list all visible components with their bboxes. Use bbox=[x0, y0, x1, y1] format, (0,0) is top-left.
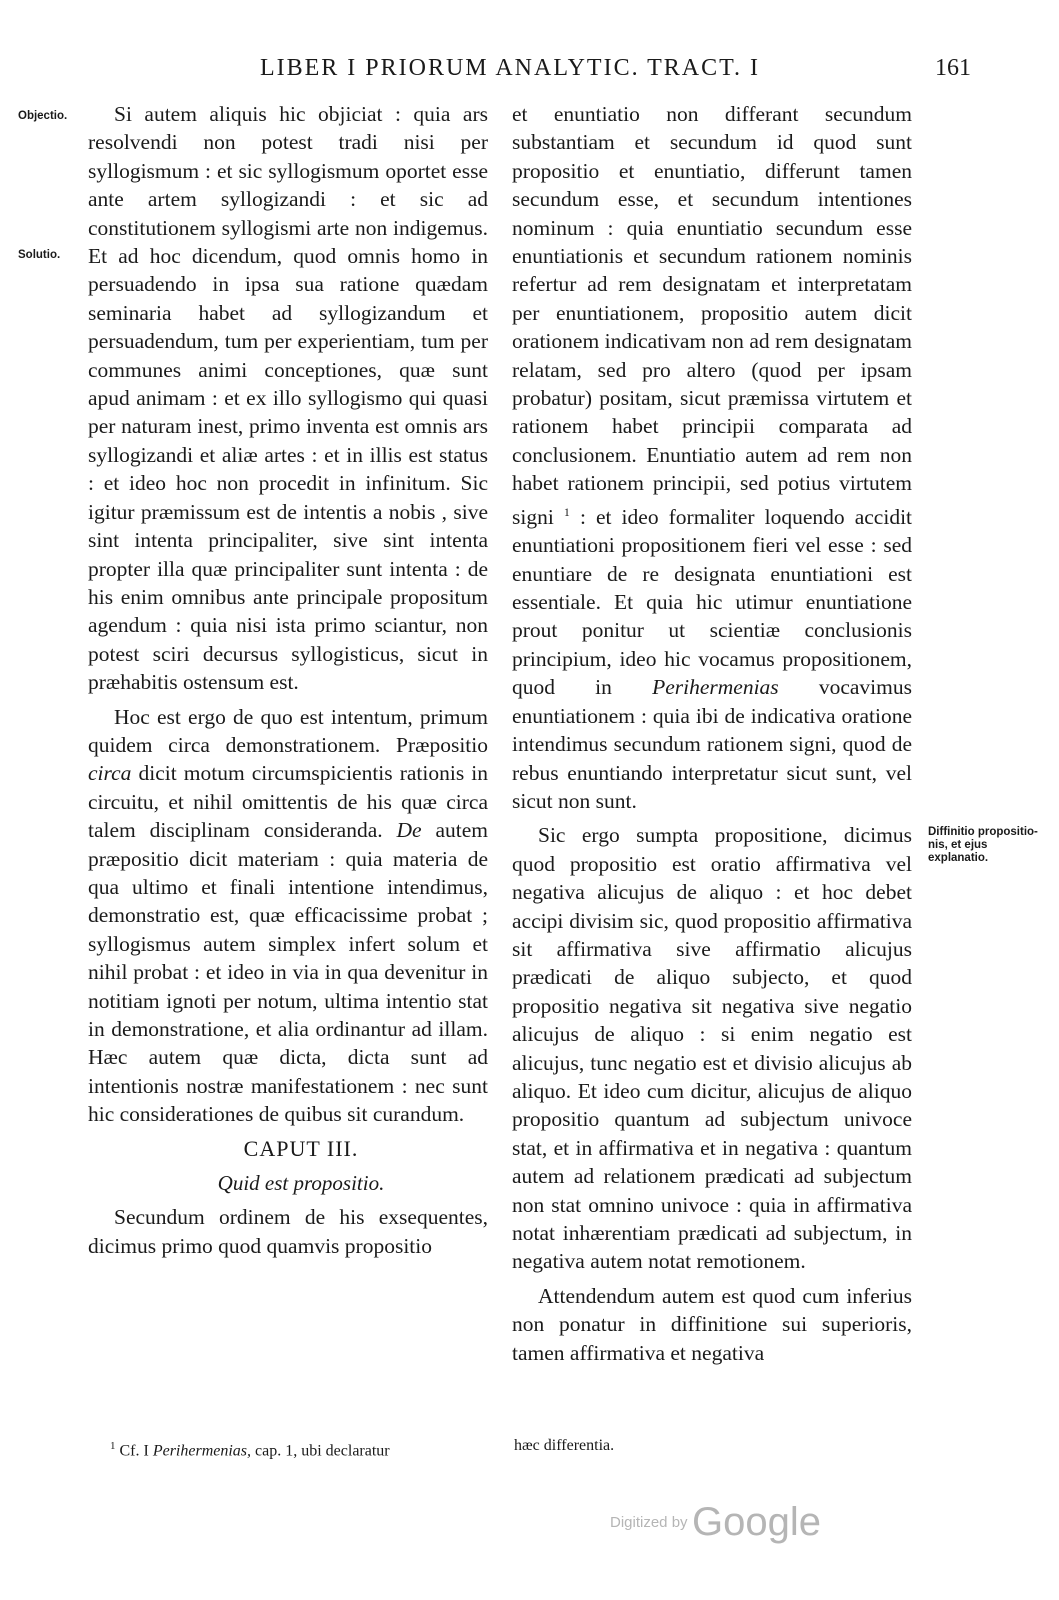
running-header: LIBER I PRIORUM ANALYTIC. TRACT. I bbox=[259, 55, 761, 81]
paragraph: Hoc est ergo de quo est intentum, primum quidem circa demonstrationem. Præpositio circa dicit motum circumspicientis rationis in circuitu, et nihil omittentis de his quæ circa talem disciplinam consideranda. De autem præpositio dicit materiam : quia materia de qua ultimo et finali intentione intendimus, demonstratio est, quæ efficacissime probat ; syllogismus autem simplex infert solum et nihil probat : et ideo in via in qua devenitur in notitiam ignoti per notum, ultima intentio stat in demonstratione, et alia ordinantur ad illam. Hæc autem quæ dicta, dicta sunt ad intentionis nostræ manifestationem : nec sunt hic considerationes de quibus sit curandum. bbox=[88, 704, 488, 1127]
footnote-marker: 1 bbox=[110, 1440, 116, 1452]
right-column bbox=[512, 100, 912, 1367]
margin-note-objectio: Objectio. bbox=[18, 110, 68, 122]
paragraph: Si autem aliquis hic objiciat : quia ars resolvendi non potest tradi nisi per syllogismum : et sic syllogismum oportet esse ante artem syllogizandi : et sic ad constitutionem syllogismi arte non indigemus. Et ad hoc dicendum, quod omnis homo in persuadendo in ipsa sua ratione quædam seminaria habet ad syllogizandum et persuadendum, tum per experientiam, tum per communes animi conceptiones, quæ sunt apud animam : et ex illo syllogismo qui quasi per naturam inest, primo inventa est omnis ars syllogizandi et aliæ artes : et in illis est status : et ideo hoc non procedit in infinitum. Sic igitur præmissum est de intentis a nobis , sive sint intenta principaliter, sive sint intenta propter illa quæ principaliter sunt intenta : de his enim omnibus ante principale propositum agendum : quia nisi ista primo sciantur, non potest sciri decursus syllogisticus, sicut in præhabitis ostensum est. bbox=[88, 102, 488, 695]
italic-word: circa bbox=[88, 761, 132, 786]
italic-word: Perihermenias, bbox=[152, 1442, 252, 1460]
page-number: 161 bbox=[935, 55, 971, 81]
footnote-right: hæc differentia. bbox=[514, 1437, 615, 1454]
chapter-heading: CAPUT III. bbox=[243, 1135, 359, 1161]
footnote-reference: 1 bbox=[563, 504, 570, 519]
paragraph: Secundum ordinem de his exsequentes, dicimus primo quod quamvis propositio bbox=[88, 1205, 488, 1258]
footnote-left: $^1$ Cf. I Perihermenias, cap. 1, ubi declaratur bbox=[110, 1440, 390, 1460]
chapter-subtitle: Quid est propositio. bbox=[217, 1171, 385, 1196]
paragraph: Attendendum autem est quod cum inferius non ponatur in diffinitione sui superioris, tamen affirmativa et negativa bbox=[512, 1283, 912, 1365]
italic-word: De bbox=[396, 818, 422, 843]
italic-word: Perihermenias bbox=[652, 675, 779, 700]
paragraph: Sic ergo sumpta propositione, dicimus quod propositio est oratio affirmativa vel negativa alicujus de aliquo : et hoc debet accipi divisim sic, quod propositio affirmativa sit affirmativa sive affirmatio alicujus prædicati de aliquo subjecto, et quod propositio negativa sit negativa sive negatio alicujus de aliquo : si enim negatio est alicujus, tunc negatio est et divisio alicujus ab aliquo. Et ideo cum dicitur, alicujus de aliquo propositio quantum ad subjectum univoce stat, et in affirmativa et in negativa : quantum autem ad relationem prædicati ad subjectum non stat omnino univoce : quia in affirmativa notat inhærentiam prædicati ad subjectum, in negativa autem notat remotionem. bbox=[512, 823, 912, 1274]
watermark-text: Digitized by bbox=[610, 1514, 688, 1531]
margin-note-solutio: Solutio. bbox=[18, 249, 61, 261]
margin-note-diffinitio: Diffinitio propositio- nis, et ejus explanatio. bbox=[928, 826, 1038, 864]
google-logo: Google bbox=[692, 1500, 821, 1544]
left-column bbox=[88, 100, 488, 1260]
digitized-watermark bbox=[610, 1500, 821, 1545]
paragraph: et enuntiatio non differant secundum substantiam et secundum id quod sunt propositio et enuntiatio, differunt tamen secundum esse, et secundum intentiones nominum : quia enuntiatio secundum esse enuntiationis et secundum rationem nominis refertur ad rem designatam et interpretatam per enuntiationem, propositio autem dicit orationem indicativam non ad rem designatam relatam, sed pro altero (quod per ipsam probatur) positam, sicut præmissa virtutem et rationem habet principii comparata ad conclusionem. Enuntiatio autem ad rem non habet rationem principii, sed potius virtutem signi $^1$ : et ideo formaliter loquendo accidit enuntiationi propositionem fieri vel esse : sed enuntiare de re designata enuntiationi est essentiale. Et quia hic utimur enuntiatione prout ponitur ut scientiæ conclusionis principium, ideo hic vocamus propositionem, quod in Perihermenias vocavimus enuntiationem : quia ibi de indicativa oratione intendimus secundum rationem signi, quod de rebus enuntiando interpretatur sicut sunt, vel sicut non sunt. bbox=[512, 102, 913, 813]
